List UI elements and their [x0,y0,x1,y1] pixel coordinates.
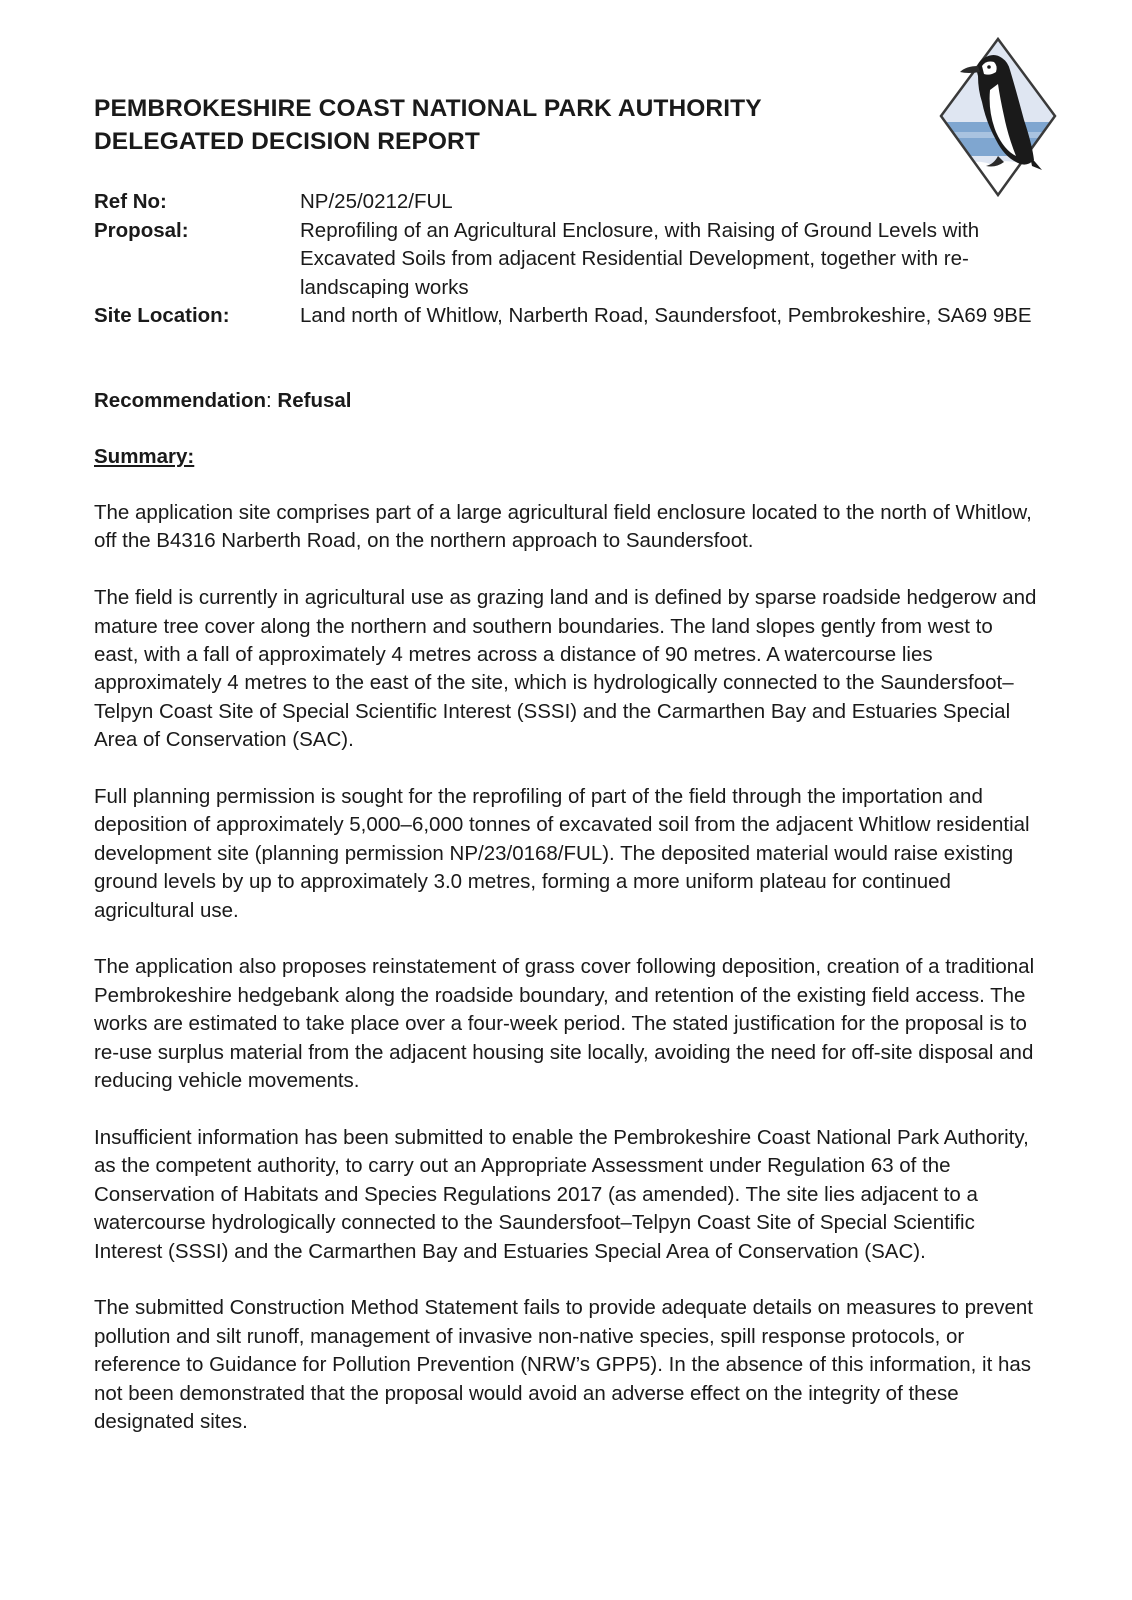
summary-paragraph-4: The application also proposes reinstatement of grass cover following deposition, creation of a traditional Pembrokeshire hedgebank along the roadside boundary, and retention of the existing field access. The works are estimated to take place over a four-week period. The stated justification for the proposal is to re-use surplus material from the adjacent housing site locally, avoiding the need for off-site disposal and reducing vehicle movements. [94,955,1035,1093]
site-location-label: Site Location: [94,304,230,327]
summary-heading: Summary: [94,445,195,468]
summary-paragraph-3: Full planning permission is sought for the reprofiling of part of the field through the importation and deposition of approximately 5,000–6,000 tonnes of excavated soil from the adjacent Whitlow residential development site (planning permission NP/23/0168/FUL). The deposited material would raise existing ground levels by up to approximately 3.0 metres, forming a more uniform plateau for continued agricultural use. [94,785,1030,922]
title-line-2: DELEGATED DECISION REPORT [94,128,480,155]
recommendation-separator: : [266,389,278,412]
summary-paragraph-1: The application site comprises part of a large agricultural field enclosure located to the north of Whitlow, off the B4316 Narberth Road, on the northern approach to Saundersfoot. [94,501,1032,553]
ref-row [94,188,1044,217]
puffin-diamond-logo-icon [938,36,1058,198]
proposal-value: Reprofiling of an Agricultural Enclosure, with Raising of Ground Levels with Excavated Soils from adjacent Residential Development, together with re-landscaping works [300,218,980,299]
site-location-row [94,302,1044,331]
report-meta [94,188,1044,331]
recommendation-line [94,387,351,415]
summary-paragraph-5: Insufficient information has been submitted to enable the Pembrokeshire Coast National Park Authority, as the competent authority, to carry out an Appropriate Assessment under Regulation 63 of the Conservation of Habitats and Species Regulations 2017 (as amended). The site lies adjacent to a watercourse hydrologically connected to the Saundersfoot–Telpyn Coast Site of Special Scientific Interest (SSSI) and the Carmarthen Bay and Estuaries Special Area of Conservation (SAC). [94,1125,1029,1263]
ref-value: NP/25/0212/FUL [300,190,453,213]
summary-body [94,499,1039,1465]
proposal-row [94,217,1044,303]
ref-label: Ref No: [94,190,167,213]
puffin-beak [960,66,980,73]
puffin-eye [987,65,991,69]
proposal-label: Proposal: [94,218,189,242]
recommendation-label: Recommendation [94,389,266,412]
summary-paragraph-6: The submitted Construction Method Statement fails to provide adequate details on measures to prevent pollution and silt runoff, management of invasive non-native species, spill response protocols, or reference to Guidance for Pollution Prevention (NRW’s GPP5). In the absence of this information, it has not been demonstrated that the proposal would avoid an adverse effect on the integrity of these designated sites. [94,1296,1033,1433]
site-location-value: Land north of Whitlow, Narberth Road, Saundersfoot, Pembrokeshire, SA69 9BE [300,304,1032,327]
recommendation-value: Refusal [277,389,352,412]
report-title [94,92,762,158]
title-line-1: PEMBROKESHIRE COAST NATIONAL PARK AUTHORITY [94,95,762,122]
summary-paragraph-2: The field is currently in agricultural use as grazing land and is defined by sparse roadside hedgerow and mature tree cover along the northern and southern boundaries. The land slopes gently from west to east, with a fall of approximately 4 metres across a distance of 90 metres. A watercourse lies approximately 4 metres to the east of the site, which is hydrologically connected to the Saundersfoot–Telpyn Coast Site of Special Scientific Interest (SSSI) and the Carmarthen Bay and Estuaries Special Area of Conservation (SAC). [94,586,1037,752]
